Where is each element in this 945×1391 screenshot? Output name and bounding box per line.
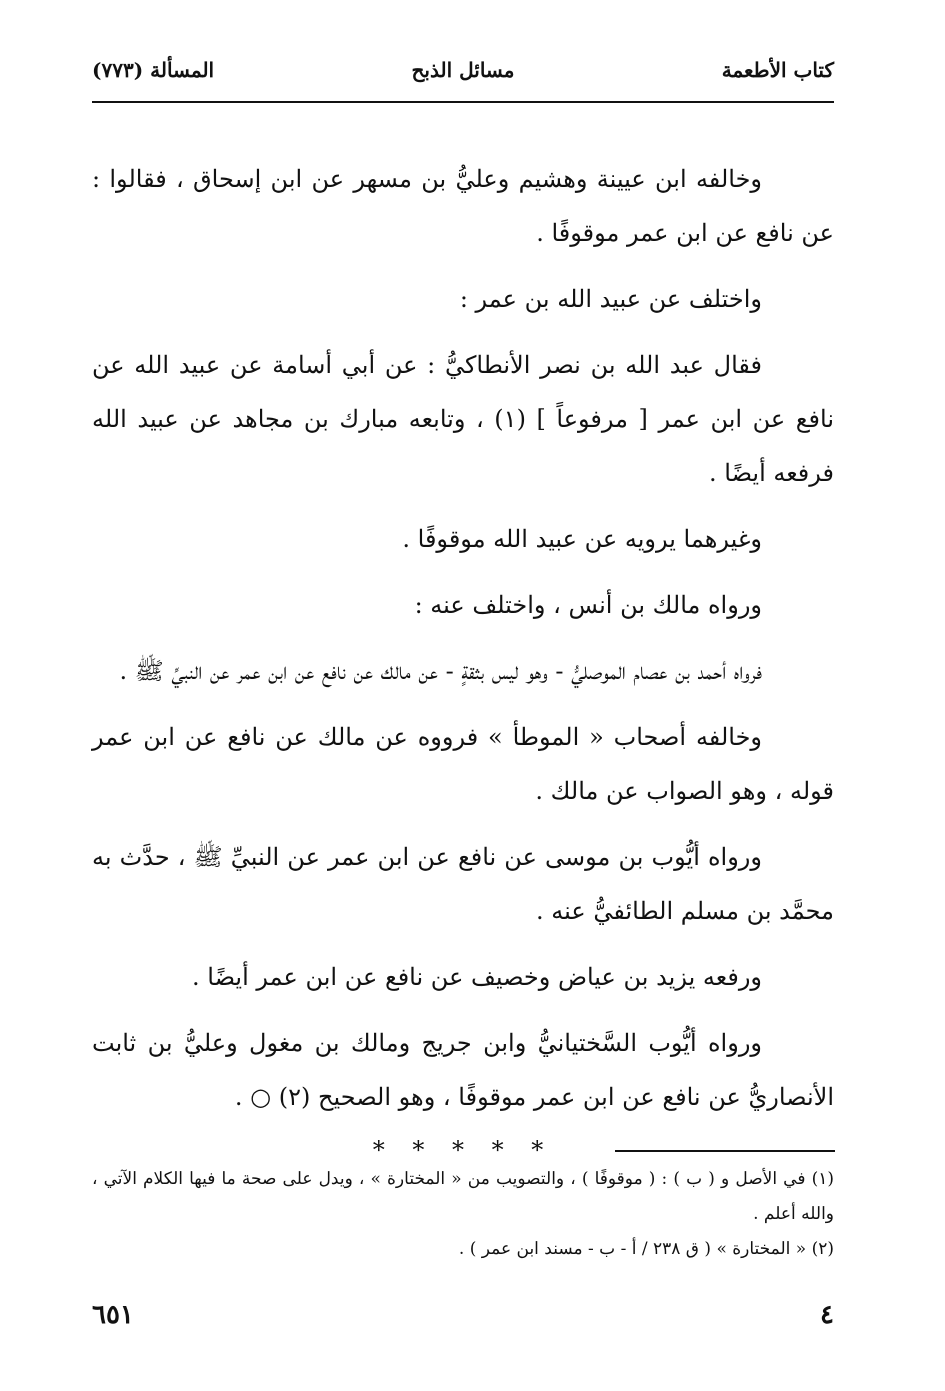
page-footer — [92, 1300, 834, 1340]
paragraph: واختلف عن عبيد الله بن عمر : — [459, 285, 762, 313]
volume-number: ٤ — [820, 1300, 834, 1330]
paragraph: فرواه أحمد بن عصام الموصليُّ - وهو ليس بثقةٍ - عن مالك عن نافع عن ابن عمر عن النبيِّ ﷺ . — [119, 657, 762, 685]
paragraph: فقال عبد الله بن نصر الأنطاكيُّ : عن أبي أسامة عن عبيد الله عن نافع عن ابن عمر [ مرفوعاً ] (١) ، وتابعه مبارك بن مجاهد عن عبيد الله فرفعه أيضًا . — [92, 351, 834, 487]
main-text — [92, 152, 834, 1170]
paragraph: ورواه أيُّوب بن موسى عن نافع عن ابن عمر عن النبيِّ ﷺ ، حدَّث به محمَّد بن مسلم الطائفيُّ عنه . — [92, 843, 834, 925]
footnote: (١) في الأصل و ( ب ) : ( موقوفًا ) ، والتصويب من « المختارة » ، ويدل على صحة ما فيها الكلام الآتي ، والله أعلم . — [92, 1169, 834, 1224]
paragraph: وخالفه ابن عيينة وهشيم وعليُّ بن مسهر عن ابن إسحاق ، فقالوا : عن نافع عن ابن عمر موقوفًا . — [92, 165, 834, 247]
footnote-divider — [615, 1150, 835, 1152]
page-number: ٦٥١ — [92, 1300, 134, 1330]
issue-number: المسألة (٧٧٣) — [92, 58, 215, 82]
footnotes — [92, 1162, 834, 1267]
footnote: (٢) « المختارة » ( ق ٢٣٨ / أ - ب - مسند ابن عمر ) . — [458, 1239, 834, 1259]
paragraph: ورواه مالك بن أنس ، واختلف عنه : — [414, 591, 762, 619]
paragraph: ورواه أيُّوب السَّختيانيُّ وابن جريج ومالك بن مغول وعليُّ بن ثابت الأنصاريُّ عن نافع عن ابن عمر موقوفًا ، وهو الصحيح (٢) ○ . — [92, 1029, 834, 1111]
running-header — [92, 58, 834, 94]
paragraph: ورفعه يزيد بن عياض وخصيف عن نافع عن ابن عمر أيضًا . — [192, 963, 762, 991]
section-ornament: * * * * * — [372, 1136, 554, 1164]
chapter-title: مسائل الذبح — [411, 58, 515, 82]
paragraph: وخالفه أصحاب « الموطأ » فرووه عن مالك عن نافع عن ابن عمر قوله ، وهو الصواب عن مالك . — [92, 723, 834, 805]
header-divider — [92, 101, 834, 103]
book-title: كتاب الأطعمة — [721, 58, 834, 82]
paragraph: وغيرهما يرويه عن عبيد الله موقوفًا . — [402, 525, 762, 553]
